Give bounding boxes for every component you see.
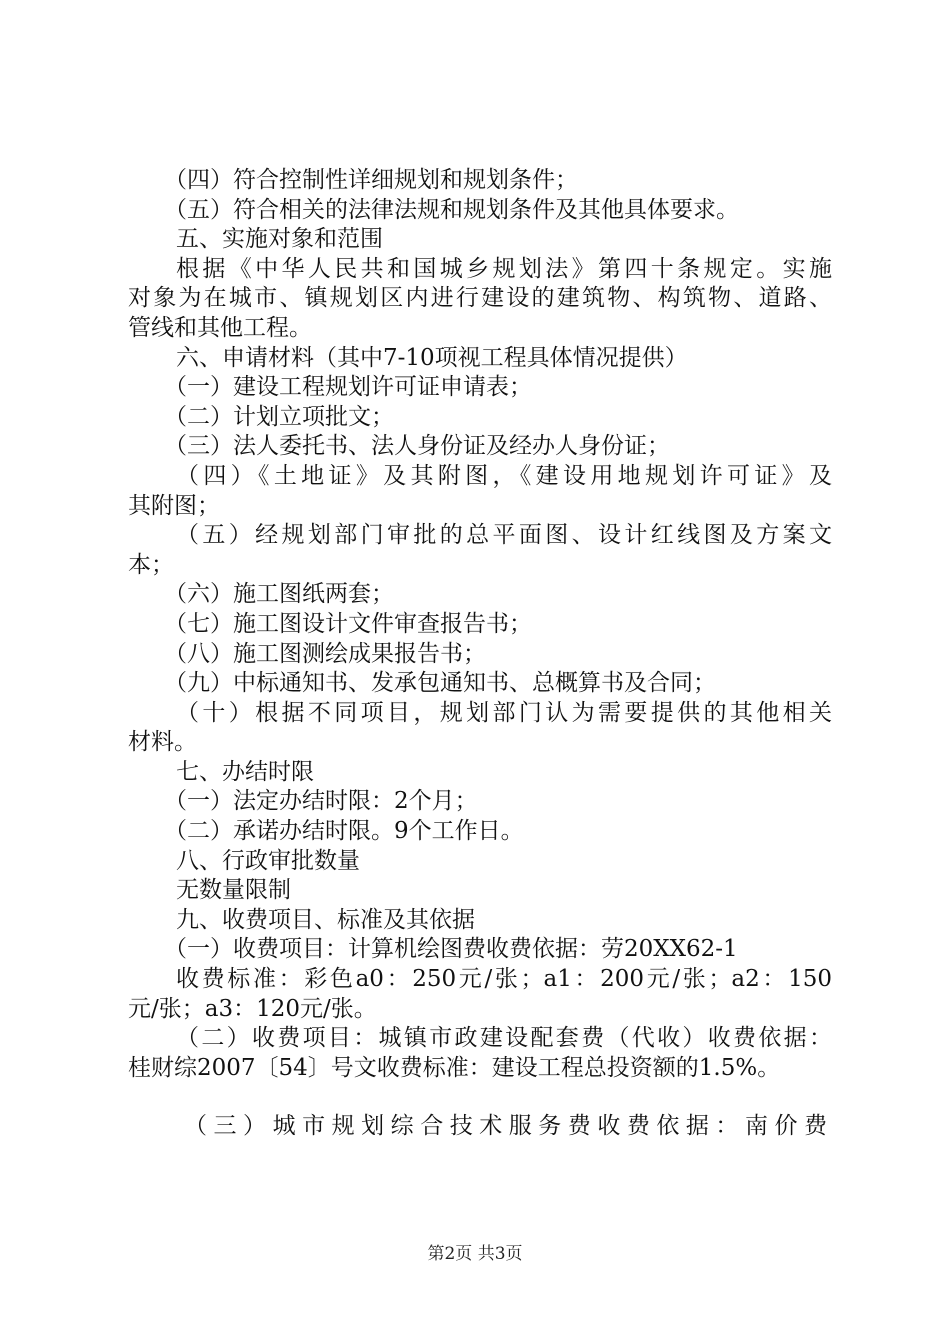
list-item: （三）城市规划综合技术服务费收费依据：南价费 (184, 1113, 832, 1140)
text-line: 对象为在城市、镇规划区内进行建设的建筑物、构筑物、道路、 (128, 285, 832, 312)
section-heading: 八、行政审批数量 (176, 847, 360, 874)
list-item: （七）施工图设计文件审查报告书； (164, 610, 532, 637)
text-line: 无数量限制 (176, 877, 291, 904)
list-item: （一）收费项目：计算机绘图费收费依据：劳20XX62-1 (164, 936, 738, 963)
list-item: （二）承诺办结时限。9个工作日。 (164, 818, 524, 845)
section-heading: 九、收费项目、标准及其依据 (176, 906, 475, 933)
text-line: 根据《中华人民共和国城乡规划法》第四十条规定。实施 (176, 255, 832, 282)
list-item: （三）法人委托书、法人身份证及经办人身份证； (164, 433, 670, 460)
list-item: （二）收费项目：城镇市政建设配套费（代收）收费依据： (176, 1025, 832, 1052)
page-footer: 第2页 共3页 (427, 1244, 523, 1264)
list-item: （五）经规划部门审批的总平面图、设计红线图及方案文 (176, 522, 832, 549)
text-line: （四）符合控制性详细规划和规划条件； (164, 167, 578, 193)
list-item: （一）法定办结时限：2个月； (164, 788, 478, 815)
text-line: 其附图； (128, 492, 220, 519)
document-body (128, 166, 832, 1142)
paragraph-gap (128, 1083, 832, 1112)
text-line: 管线和其他工程。 (128, 314, 312, 341)
list-item: （八）施工图测绘成果报告书； (164, 640, 486, 667)
text-line: 材料。 (128, 729, 197, 756)
section-heading: 六、申请材料（其中7-10项视工程具体情况提供） (176, 344, 688, 371)
list-item: （十）根据不同项目，规划部门认为需要提供的其他相关 (176, 699, 832, 726)
section-heading: 五、实施对象和范围 (176, 226, 383, 253)
text-line: 元/张；a3：120元/张。 (128, 995, 377, 1022)
list-item: （二）计划立项批文； (164, 403, 394, 430)
text-line: 桂财综2007〔54〕号文收费标准：建设工程总投资额的1.5%。 (128, 1054, 781, 1081)
list-item: （六）施工图纸两套； (164, 581, 394, 608)
list-item: （一）建设工程规划许可证申请表； (164, 374, 532, 401)
text-line: 收费标准：彩色a0：250元/张；a1：200元/张；a2：150 (176, 966, 832, 993)
list-item: （四）《土地证》及其附图，《建设用地规划许可证》及 (176, 462, 832, 489)
section-heading: 七、办结时限 (176, 758, 314, 785)
list-item: （九）中标通知书、发承包通知书、总概算书及合同； (164, 670, 716, 697)
text-line: （五）符合相关的法律法规和规划条件及其他具体要求。 (164, 196, 739, 223)
text-line: 本； (128, 551, 174, 578)
